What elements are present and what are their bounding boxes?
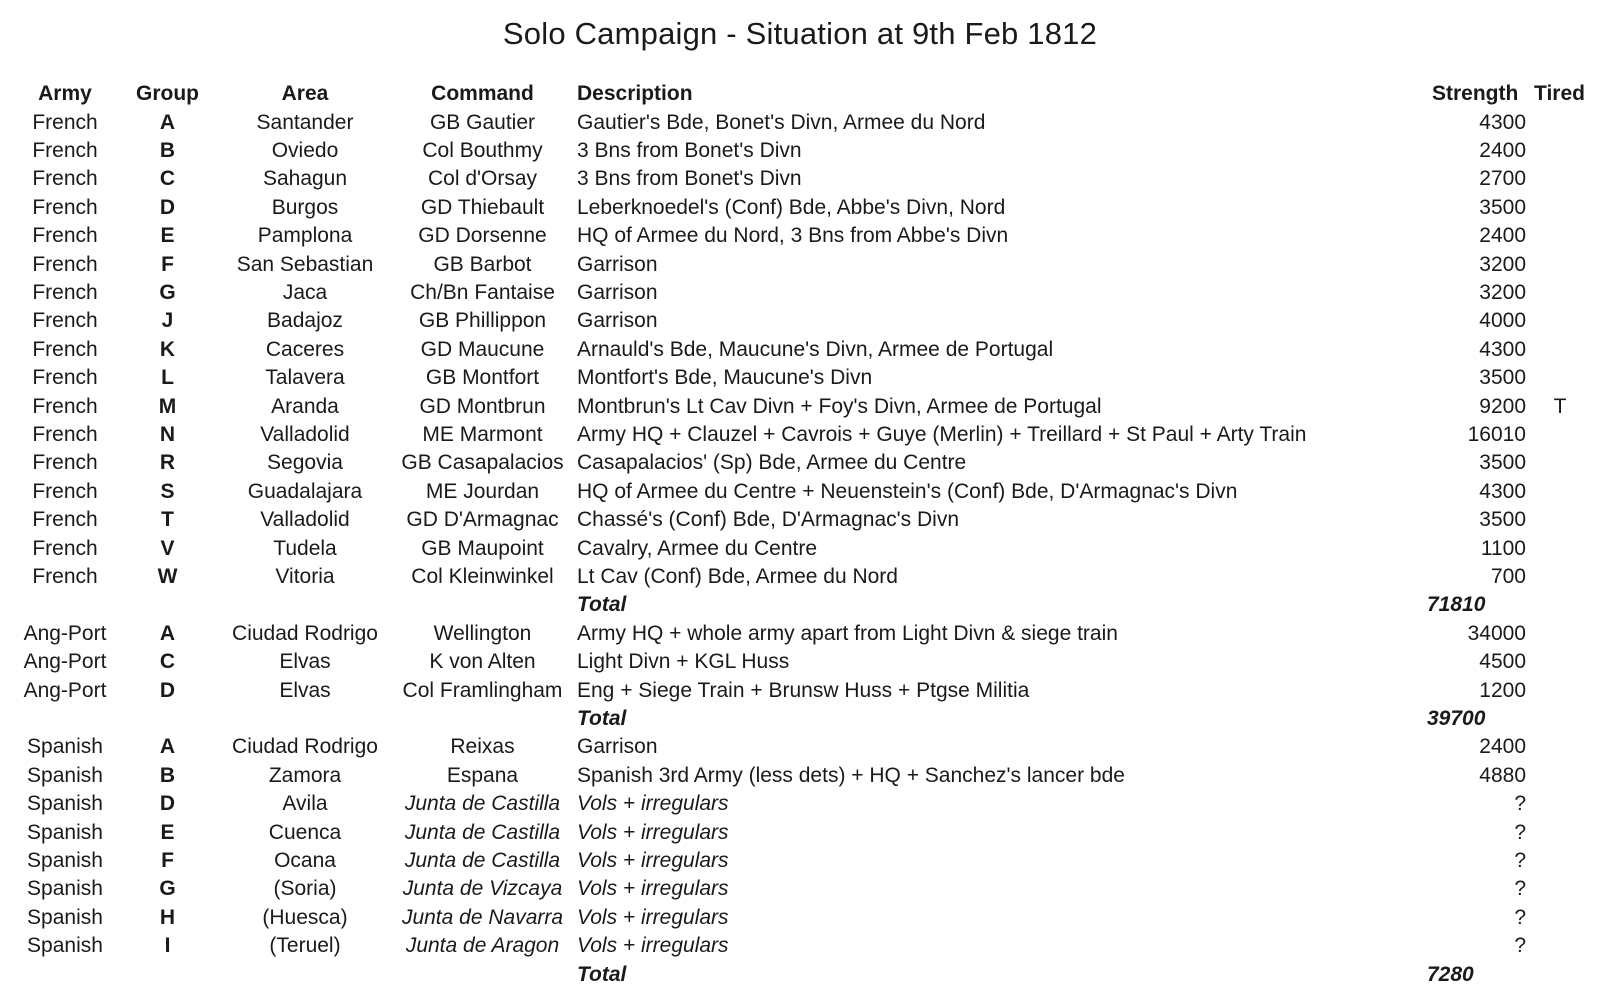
- cell-description: Garrison: [577, 280, 658, 304]
- cell-group: G: [159, 877, 176, 901]
- cell-description: Spanish 3rd Army (less dets) + HQ + Sanchez's lancer bde: [577, 763, 1125, 787]
- cell-strength: 2400: [1479, 735, 1526, 759]
- cell-area: Sahagun: [262, 167, 348, 191]
- cell-command: GB Casapalacios: [401, 451, 564, 475]
- cell-description: Casapalacios' (Sp) Bde, Armee du Centre: [577, 451, 967, 475]
- cell-group: C: [159, 650, 176, 674]
- cell-army: French: [32, 366, 98, 390]
- cell-strength: 3200: [1479, 280, 1526, 304]
- cell-tired: [1540, 847, 1580, 875]
- cell-strength: ?: [1514, 877, 1526, 901]
- cell-strength: 3200: [1479, 252, 1526, 276]
- total-label: Total: [577, 962, 627, 986]
- cell-area: (Huesca): [262, 905, 348, 929]
- cell-group: B: [159, 763, 176, 787]
- cell-command: Col Framlingham: [402, 678, 563, 702]
- cell-tired: [1540, 307, 1580, 335]
- cell-army: Spanish: [27, 934, 103, 958]
- cell-tired: [1540, 875, 1580, 903]
- cell-command: GD Dorsenne: [418, 224, 547, 248]
- cell-army: French: [32, 224, 98, 248]
- cell-tired: [1540, 165, 1580, 193]
- cell-group: I: [164, 934, 171, 958]
- total-value: 71810: [1427, 593, 1486, 617]
- cell-strength: 1200: [1479, 678, 1526, 702]
- cell-description: Army HQ + whole army apart from Light Divn & siege train: [577, 621, 1118, 645]
- header-description: Description: [577, 82, 693, 105]
- cell-army: Ang-Port: [23, 650, 107, 674]
- cell-army: French: [32, 110, 98, 134]
- cell-tired: [1540, 904, 1580, 932]
- cell-strength: ?: [1514, 792, 1526, 816]
- cell-group: B: [159, 138, 176, 162]
- cell-army: French: [32, 138, 98, 162]
- cell-strength: 3500: [1479, 195, 1526, 219]
- cell-description: Vols + irregulars: [577, 905, 729, 929]
- cell-tired: [1540, 478, 1580, 506]
- cell-group: A: [159, 110, 176, 134]
- header-strength: Strength: [1432, 82, 1519, 105]
- cell-command: Junta de Aragon: [405, 934, 560, 958]
- cell-description: Montbrun's Lt Cav Divn + Foy's Divn, Armee de Portugal: [577, 394, 1102, 418]
- cell-command: GD D'Armagnac: [406, 508, 559, 532]
- cell-command: Espana: [446, 763, 519, 787]
- cell-group: E: [160, 224, 175, 248]
- cell-tired: [1540, 790, 1580, 818]
- cell-army: Spanish: [27, 792, 103, 816]
- cell-army: Spanish: [27, 905, 103, 929]
- cell-command: GB Montfort: [425, 366, 540, 390]
- cell-strength: 9200: [1479, 394, 1526, 418]
- cell-group: V: [160, 536, 175, 560]
- cell-tired: [1540, 109, 1580, 137]
- cell-strength: 2700: [1479, 167, 1526, 191]
- cell-army: French: [32, 451, 98, 475]
- cell-area: Ciudad Rodrigo: [232, 621, 378, 645]
- cell-description: Vols + irregulars: [577, 792, 729, 816]
- cell-area: Zamora: [268, 763, 342, 787]
- cell-description: Montfort's Bde, Maucune's Divn: [577, 366, 873, 390]
- cell-group: R: [159, 451, 176, 475]
- cell-command: GD Thiebault: [420, 195, 545, 219]
- cell-description: Garrison: [577, 309, 658, 333]
- cell-area: Tudela: [273, 536, 337, 560]
- sheet-title: Solo Campaign - Situation at 9th Feb 1812: [502, 16, 1098, 51]
- cell-command: Reixas: [450, 735, 515, 759]
- header-tired: Tired: [1534, 82, 1585, 105]
- cell-tired: [1540, 364, 1580, 392]
- cell-tired: [1540, 251, 1580, 279]
- cell-strength: 2400: [1479, 138, 1526, 162]
- cell-command: Junta de Castilla: [404, 792, 561, 816]
- cell-tired: [1540, 932, 1580, 960]
- cell-tired: [1540, 506, 1580, 534]
- cell-area: Burgos: [271, 195, 339, 219]
- cell-command: Col Kleinwinkel: [411, 564, 554, 588]
- cell-tired: [1540, 279, 1580, 307]
- cell-area: Vitoria: [275, 564, 335, 588]
- cell-group: F: [161, 252, 174, 276]
- cell-group: H: [159, 905, 176, 929]
- cell-area: Talavera: [265, 366, 345, 390]
- cell-description: Vols + irregulars: [577, 934, 729, 958]
- cell-army: French: [32, 280, 98, 304]
- cell-tired: [1540, 733, 1580, 761]
- cell-strength: 3500: [1479, 451, 1526, 475]
- header-group: Group: [136, 82, 199, 105]
- cell-area: Jaca: [282, 280, 328, 304]
- total-label: Total: [577, 593, 627, 617]
- cell-description: Leberknoedel's (Conf) Bde, Abbe's Divn, Nord: [577, 195, 1006, 219]
- cell-description: Gautier's Bde, Bonet's Divn, Armee du Nord: [577, 110, 986, 134]
- cell-group: G: [159, 280, 176, 304]
- cell-description: Eng + Siege Train + Brunsw Huss + Ptgse Militia: [577, 678, 1030, 702]
- cell-army: Spanish: [27, 763, 103, 787]
- total-value: 39700: [1427, 706, 1486, 730]
- cell-group: D: [159, 792, 176, 816]
- cell-area: Badajoz: [267, 309, 343, 333]
- cell-group: D: [159, 195, 176, 219]
- cell-strength: 34000: [1467, 621, 1526, 645]
- cell-description: Vols + irregulars: [577, 877, 729, 901]
- cell-description: Arnauld's Bde, Maucune's Divn, Armee de Portugal: [577, 337, 1054, 361]
- cell-army: French: [32, 309, 98, 333]
- cell-army: French: [32, 508, 98, 532]
- cell-army: French: [32, 422, 98, 446]
- cell-command: Junta de Navarra: [401, 905, 564, 929]
- cell-group: E: [160, 820, 175, 844]
- cell-description: Army HQ + Clauzel + Cavrois + Guye (Merlin) + Treillard + St Paul + Arty Train: [577, 422, 1307, 446]
- cell-army: Spanish: [27, 820, 103, 844]
- cell-tired: [1540, 222, 1580, 250]
- cell-area: Oviedo: [271, 138, 339, 162]
- cell-description: Chassé's (Conf) Bde, D'Armagnac's Divn: [577, 508, 959, 532]
- cell-area: Caceres: [265, 337, 345, 361]
- cell-area: Segovia: [267, 451, 343, 475]
- cell-description: Vols + irregulars: [577, 848, 729, 872]
- cell-army: French: [32, 564, 98, 588]
- cell-area: Ciudad Rodrigo: [232, 735, 378, 759]
- cell-tired: [1540, 677, 1580, 705]
- cell-army: Spanish: [27, 735, 103, 759]
- cell-strength: 4500: [1479, 650, 1526, 674]
- cell-command: Col d'Orsay: [427, 167, 538, 191]
- cell-army: French: [32, 252, 98, 276]
- cell-group: J: [161, 309, 174, 333]
- cell-group: D: [159, 678, 176, 702]
- cell-command: Col Bouthmy: [422, 138, 543, 162]
- cell-description: Lt Cav (Conf) Bde, Armee du Nord: [577, 564, 898, 588]
- cell-command: GD Maucune: [420, 337, 545, 361]
- cell-area: Santander: [256, 110, 354, 134]
- cell-description: 3 Bns from Bonet's Divn: [577, 138, 802, 162]
- cell-command: GB Barbot: [433, 252, 532, 276]
- cell-description: Vols + irregulars: [577, 820, 729, 844]
- cell-tired: [1540, 137, 1580, 165]
- cell-group: L: [161, 366, 174, 390]
- cell-strength: 16010: [1467, 422, 1526, 446]
- cell-strength: 4880: [1479, 763, 1526, 787]
- cell-description: Light Divn + KGL Huss: [577, 650, 790, 674]
- cell-army: French: [32, 394, 98, 418]
- cell-command: Wellington: [433, 621, 532, 645]
- cell-army: French: [32, 337, 98, 361]
- cell-group: F: [161, 848, 174, 872]
- cell-group: W: [157, 564, 178, 588]
- header-army: Army: [38, 82, 92, 105]
- cell-group: M: [158, 394, 177, 418]
- cell-command: Ch/Bn Fantaise: [410, 280, 555, 304]
- cell-command: ME Jourdan: [425, 479, 540, 503]
- cell-strength: ?: [1514, 934, 1526, 958]
- cell-strength: 4300: [1479, 479, 1526, 503]
- cell-area: Ocana: [274, 848, 336, 872]
- cell-group: A: [159, 621, 176, 645]
- cell-army: French: [32, 479, 98, 503]
- cell-strength: 3500: [1479, 508, 1526, 532]
- cell-command: Junta de Castilla: [404, 848, 561, 872]
- header-area: Area: [281, 82, 329, 105]
- cell-description: Garrison: [577, 252, 658, 276]
- cell-group: A: [159, 735, 176, 759]
- cell-tired: [1540, 535, 1580, 563]
- cell-army: Spanish: [27, 848, 103, 872]
- cell-group: N: [159, 422, 176, 446]
- cell-description: HQ of Armee du Nord, 3 Bns from Abbe's Divn: [577, 224, 1009, 248]
- cell-tired: [1540, 648, 1580, 676]
- cell-group: C: [159, 167, 176, 191]
- cell-command: GB Gautier: [429, 110, 536, 134]
- cell-area: Guadalajara: [247, 479, 363, 503]
- cell-strength: 4300: [1479, 110, 1526, 134]
- cell-area: San Sebastian: [236, 252, 374, 276]
- cell-strength: 700: [1490, 564, 1526, 588]
- cell-tired: [1540, 194, 1580, 222]
- cell-area: Cuenca: [268, 820, 342, 844]
- cell-area: (Teruel): [269, 934, 341, 958]
- cell-group: K: [159, 337, 176, 361]
- cell-command: ME Marmont: [422, 422, 543, 446]
- cell-army: French: [32, 536, 98, 560]
- cell-army: Ang-Port: [23, 678, 107, 702]
- cell-tired: [1540, 762, 1580, 790]
- cell-area: Elvas: [279, 650, 331, 674]
- cell-tired: [1540, 563, 1580, 591]
- cell-army: Ang-Port: [23, 621, 107, 645]
- cell-description: Cavalry, Armee du Centre: [577, 536, 818, 560]
- cell-strength: 4300: [1479, 337, 1526, 361]
- cell-description: HQ of Armee du Centre + Neuenstein's (Conf) Bde, D'Armagnac's Divn: [577, 479, 1238, 503]
- total-label: Total: [577, 706, 627, 730]
- cell-area: Avila: [282, 792, 328, 816]
- cell-description: Garrison: [577, 735, 658, 759]
- cell-area: Elvas: [279, 678, 331, 702]
- cell-group: T: [161, 508, 174, 532]
- cell-strength: 2400: [1479, 224, 1526, 248]
- cell-tired: [1540, 336, 1580, 364]
- cell-area: (Soria): [273, 877, 337, 901]
- cell-strength: 1100: [1480, 536, 1526, 560]
- cell-area: Valladolid: [260, 422, 350, 446]
- cell-tired: [1540, 449, 1580, 477]
- total-value: 7280: [1427, 962, 1474, 986]
- cell-description: 3 Bns from Bonet's Divn: [577, 167, 802, 191]
- cell-strength: ?: [1514, 905, 1526, 929]
- cell-army: French: [32, 195, 98, 219]
- cell-command: Junta de Vizcaya: [402, 877, 563, 901]
- cell-area: Aranda: [271, 394, 339, 418]
- cell-strength: ?: [1514, 848, 1526, 872]
- cell-tired: T: [1553, 394, 1567, 418]
- cell-command: GD Montbrun: [419, 394, 546, 418]
- cell-command: K von Alten: [429, 650, 536, 674]
- cell-army: Spanish: [27, 877, 103, 901]
- cell-area: Valladolid: [260, 508, 350, 532]
- header-command: Command: [431, 82, 534, 105]
- cell-tired: [1540, 819, 1580, 847]
- cell-strength: 3500: [1479, 366, 1526, 390]
- cell-tired: [1540, 421, 1580, 449]
- cell-command: Junta de Castilla: [404, 820, 561, 844]
- cell-tired: [1540, 620, 1580, 648]
- cell-command: GB Maupoint: [421, 536, 544, 560]
- cell-strength: 4000: [1479, 309, 1526, 333]
- cell-command: GB Phillippon: [418, 309, 547, 333]
- cell-area: Pamplona: [257, 224, 353, 248]
- cell-army: French: [32, 167, 98, 191]
- cell-group: S: [160, 479, 175, 503]
- cell-strength: ?: [1514, 820, 1526, 844]
